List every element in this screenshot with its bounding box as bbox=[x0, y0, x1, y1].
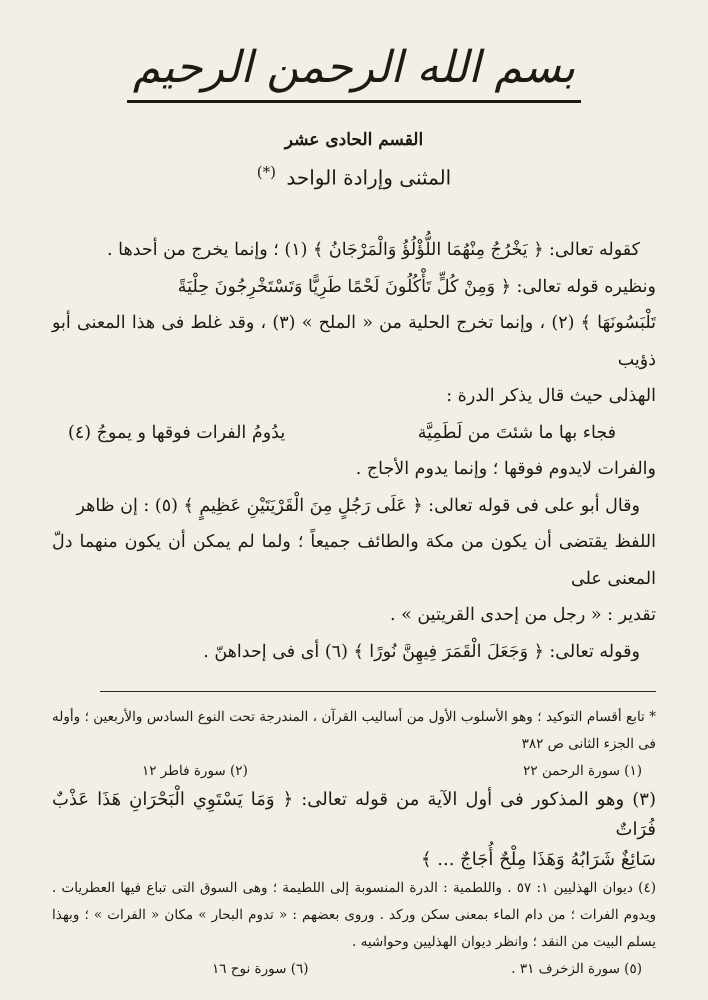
verse-first-hemistich: فجاء بها ما شئتَ من لَطَمِيَّة bbox=[417, 422, 616, 443]
subtitle-footnote-mark: (*) bbox=[256, 163, 276, 181]
footnote-4: (٤) ديوان الهذليين ١: ٥٧ . واللطمية : الدرة المنسوبة إلى اللطيمة ؛ وهى السوق التى تباع فيها العطريات . ويدوم الفرات ؛ من دام الماء بمعنى سكن وركد . وروى بعضهم : « تدوم البحار » مكان « الفرات » ؛ وبهذا يسلم البيت من النقد ؛ وانظر ديوان الهذليين وحواشيه . bbox=[52, 880, 656, 950]
footnote-1: (١) سورة الرحمن ٢٢ bbox=[523, 763, 642, 779]
footnote-star: * تابع أقسام التوكيد ؛ وهو الأسلوب الأول من أساليب القرآن ، المندرجة تحت النوع السادس والأربعين ؛ وأوله فى الجزء الثانى ص ٣٨٢ bbox=[52, 709, 656, 752]
text-line: الهذلى حيث قال يذكر الدرة : bbox=[446, 386, 656, 406]
footnote-2: (٢) سورة فاطر ١٢ bbox=[142, 763, 248, 779]
text-line: كقوله تعالى: ﴿ يَخْرُجُ مِنْهُمَا اللُّؤْلُؤُ وَالْمَرْجَانُ ﴾ (١) ؛ وإنما يخرج من أحدها . bbox=[107, 240, 640, 260]
text-line: وقال أبو على فى قوله تعالى: ﴿ عَلَى رَجُلٍ مِنَ الْقَرْيَتَيْنِ عَظِيمٍ ﴾ (٥) : إن ظاهر bbox=[76, 495, 640, 516]
verse-second-hemistich: يدُومُ الفرات فوقها و يموجُ (٤) bbox=[68, 422, 286, 443]
main-text bbox=[52, 232, 656, 670]
page-subtitle bbox=[0, 163, 708, 190]
footnote-divider bbox=[100, 691, 656, 692]
footnotes bbox=[52, 704, 656, 983]
footnote-row bbox=[52, 956, 656, 983]
basmala-header bbox=[0, 40, 708, 103]
subtitle-text: المثنى وإرادة الواحد bbox=[286, 165, 452, 190]
footnote-5: (٥) سورة الزخرف ٣١ . bbox=[511, 961, 642, 977]
text-line: ونظيره قوله تعالى: ﴿ وَمِنْ كُلٍّ تَأْكُلُونَ لَحْمًا طَرِيًّا وَتَسْتَخْرِجُونَ حِلْيَةً bbox=[177, 276, 656, 297]
footnote-6: (٦) سورة نوح ١٦ bbox=[212, 961, 309, 977]
poetry-verse bbox=[52, 415, 656, 452]
section-title: القسم الحادى عشر bbox=[284, 130, 424, 150]
footnote-3-continued: سَائِغٌ شَرَابُهُ وَهَذَا مِلْحٌ أُجَاجٌ ... ﴾ bbox=[421, 849, 656, 870]
text-line: والفرات لايدوم فوقها ؛ وإنما يدوم الأجاج . bbox=[355, 459, 656, 479]
footnote-row bbox=[52, 758, 656, 785]
text-line: تَلْبَسُونَهَا ﴾ (٢) ، وإنما تخرج الحلية من « الملح » (٣) ، وقد غلط فى هذا المعنى أبو ذؤيب bbox=[52, 313, 656, 370]
text-line: اللفظ يقتضى أن يكون من مكة والطائف جميعاً ؛ ولما لم يمكن أن يكون منهما دلّ المعنى على bbox=[52, 532, 656, 589]
text-line: وقوله تعالى: ﴿ وَجَعَلَ الْقَمَرَ فِيهِنَّ نُورًا ﴾ (٦) أى فى إحداهنّ . bbox=[203, 641, 640, 662]
basmala-calligraphy: بسم الله الرحمن الرحيم bbox=[127, 40, 581, 103]
text-line: تقدير : « رجل من إحدى القريتين » . bbox=[389, 605, 656, 625]
footnote-3: (٣) وهو المذكور فى أول الآية من قوله تعالى: ﴿ وَمَا يَسْتَوِي الْبَحْرَانِ هَذَا عَذْبٌ فُرَاتٌ bbox=[52, 789, 656, 840]
